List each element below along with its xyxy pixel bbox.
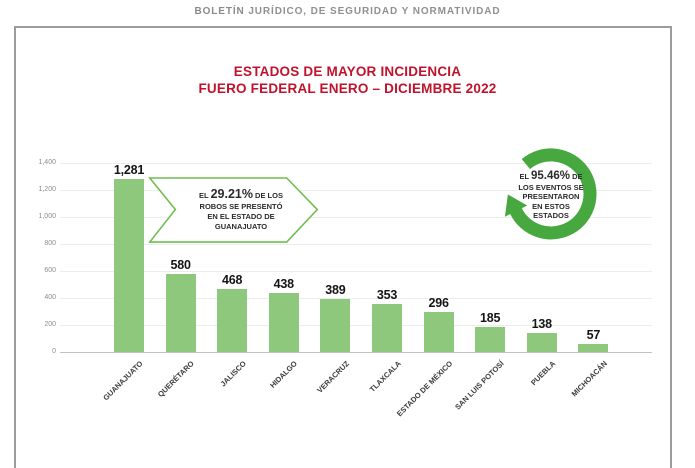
callout-line-1: EL 29.21% DE LOS [199,187,283,201]
badge-line-3: PRESENTARON [522,192,580,201]
x-axis-label: ESTADO DE MÉXICO [394,359,454,419]
y-tick-label: 200 [44,320,56,328]
callout-line-4: GUANAJUATO [214,222,268,231]
gridline [60,298,652,299]
bar-value-label: 438 [273,276,294,291]
x-axis-label: JALISCO [218,359,248,389]
y-tick-label: 600 [44,266,56,274]
events-badge-text [503,141,599,249]
guanajuato-callout-text [175,177,307,243]
bar-value-label: 389 [325,283,346,298]
page-title-line1: ESTADOS DE MAYOR INCIDENCIA [233,64,462,79]
bar [527,333,557,352]
bar [372,304,402,352]
x-axis-label: TLAXCALA [367,359,403,394]
callout-line-3: EN EL ESTADO DE [207,212,275,221]
events-percentage-badge [496,141,606,249]
bar-value-label: 185 [480,311,501,326]
bar-value-label: 580 [170,257,191,272]
bulletin-header-bold: BOLETÍN [194,6,245,17]
x-axis-label: HIDALGO [268,359,300,390]
bar [166,274,196,352]
callout-line-2: ROBOS SE PRESENTÓ [199,202,283,211]
x-axis-label: QUERÉTARO [156,359,196,399]
bar-value-label: 468 [222,272,243,287]
y-tick-label: 400 [44,293,56,301]
badge-line-2: LOS EVENTOS SE [518,182,584,192]
y-tick-label: 1,200 [38,185,56,193]
page-title-line2: FUERO FEDERAL ENERO – DICIEMBRE 2022 [198,81,497,96]
badge-line-5: ESTADOS [533,211,569,220]
bar [320,299,350,352]
badge-line-1: EL 95.46% DE [519,169,583,182]
x-axis-label: SAN LUIS POTOSÍ [453,359,506,412]
bar-value-label: 353 [376,288,398,303]
x-axis-label: MICHOACÁN [569,359,609,399]
x-axis-label: PUEBLA [529,359,558,388]
bar [114,179,144,352]
x-axis-line [60,352,652,353]
bar-value-label: 138 [531,317,552,332]
badge-line-4: EN ESTOS [532,201,570,211]
bar-value-label: 1,281 [113,163,145,178]
bar-value-label: 57 [586,328,601,343]
bar [217,289,247,352]
y-tick-label: 1,000 [38,212,56,220]
bar-value-label: 296 [428,296,449,311]
x-axis-label: VERACRUZ [314,359,351,395]
guanajuato-percentage: 29.21% [210,187,253,201]
y-tick-label: 800 [44,239,56,247]
events-percentage: 95.46% [531,169,571,182]
y-tick-label: 0 [52,347,56,355]
bar [424,312,454,352]
bar [475,327,505,352]
bar [578,344,608,352]
gridline [60,271,652,272]
bulletin-header-rest: JURÍDICO, DE SEGURIDAD Y NORMATIVIDAD [244,6,501,17]
x-axis-label: GUANAJUATO [101,359,145,403]
guanajuato-percentage-callout [148,177,320,243]
y-tick-label: 1,400 [38,158,56,166]
bar [269,293,299,352]
